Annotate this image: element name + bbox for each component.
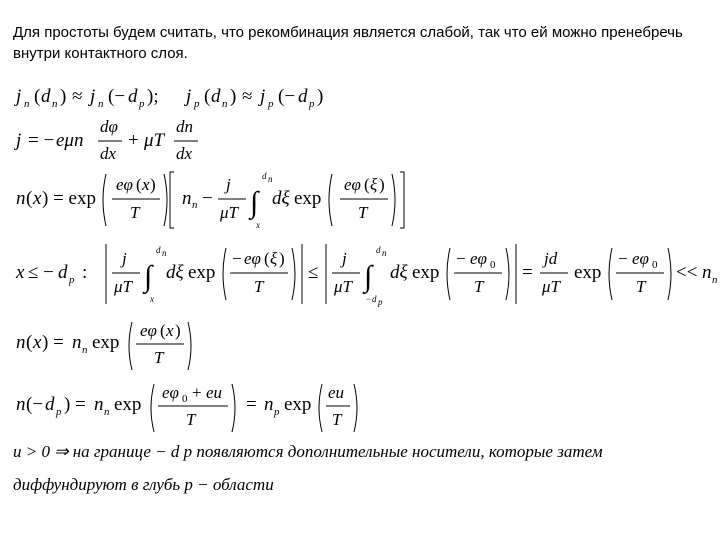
svg-text:n: n [382,248,387,258]
svg-text:dξ: dξ [166,262,184,283]
svg-text:) =: ) = [42,332,64,353]
svg-text:x: x [142,175,150,194]
svg-text:μT: μT [542,277,560,296]
svg-text:n: n [264,394,274,415]
svg-text:jd: jd [544,249,558,268]
svg-text:≤ −: ≤ − [28,262,54,283]
svg-text:exp: exp [412,262,440,283]
svg-text:d: d [376,245,381,255]
svg-text:ξ: ξ [370,175,378,194]
svg-text:≤: ≤ [308,262,319,283]
svg-text:−: − [202,188,213,209]
equation-inequality-estimate-graphic [14,240,718,310]
svg-text:d: d [58,262,68,283]
equation-concentration-general [14,166,434,236]
svg-text:n: n [712,274,718,286]
svg-text:p: p [378,297,383,307]
svg-text:dn: dn [176,117,193,136]
svg-text:j: j [186,86,192,107]
equation-current-density [14,112,314,168]
svg-text:dx: dx [176,144,193,163]
svg-text:(−: (− [26,394,44,415]
svg-text:p: p [56,406,62,418]
svg-text:(−: (− [278,86,296,107]
svg-text:=: = [522,262,533,283]
svg-text:n: n [16,332,26,353]
equation-current-density-graphic [14,112,314,168]
svg-text:d: d [41,86,51,107]
svg-text:+: + [128,130,139,151]
svg-text:n: n [104,406,110,418]
svg-text:=: = [246,394,257,415]
svg-text:j: j [342,249,347,268]
svg-text:eφ: eφ [162,383,179,402]
svg-text:μT: μT [114,277,132,296]
svg-text:n: n [182,188,192,209]
svg-text:exp: exp [188,262,216,283]
svg-text:j: j [260,86,266,107]
svg-text:p: p [309,98,315,110]
svg-text:d: d [262,171,267,181]
svg-text:j: j [16,130,22,151]
svg-text:n: n [94,394,104,415]
svg-text:): ) [60,86,67,107]
svg-text:p: p [139,98,145,110]
svg-text:n: n [268,174,273,184]
equation-boundary-concentration [14,380,394,436]
svg-text:n: n [16,188,26,209]
svg-text:eφ: eφ [140,321,157,340]
svg-text:n: n [98,98,104,110]
svg-text:<<: << [676,262,698,283]
svg-text:+: + [192,383,202,402]
svg-text:x: x [33,332,42,353]
svg-text:T: T [358,203,368,222]
svg-text:∫: ∫ [364,260,373,293]
svg-text:∫: ∫ [250,186,259,219]
svg-text:n: n [192,199,198,211]
svg-text:μT: μT [144,130,165,151]
svg-text:x: x [150,294,154,304]
svg-text:T: T [154,348,164,367]
svg-text:n: n [16,394,26,415]
svg-text:T: T [130,203,140,222]
svg-text:d: d [298,86,308,107]
svg-text:n: n [702,262,712,283]
svg-text:T: T [332,410,342,429]
svg-text:(: ( [26,332,33,353]
svg-text:(: ( [264,249,270,268]
svg-text:p: p [69,274,75,286]
conclusion-line-1: u > 0 ⇒ на границе − d p появляются дополнительные носители, которые затем [13,442,603,461]
svg-text:0: 0 [652,259,658,271]
svg-text:(: ( [204,86,211,107]
svg-text::: : [82,262,88,283]
svg-text:0: 0 [490,259,496,271]
svg-text:(−: (− [108,86,126,107]
svg-text:eμn: eμn [56,130,84,151]
svg-text:x: x [16,262,25,283]
svg-text:−: − [456,249,466,268]
svg-text:T: T [636,277,646,296]
svg-text:exp: exp [114,394,142,415]
svg-text:) =: ) = [64,394,86,415]
svg-text:p: p [268,98,274,110]
svg-text:eφ: eφ [632,249,649,268]
svg-text:p: p [194,98,200,110]
svg-text:n: n [72,332,82,353]
svg-text:n: n [222,98,228,110]
svg-text:dφ: dφ [100,117,118,136]
svg-text:−: − [232,249,242,268]
svg-text:T: T [186,410,196,429]
svg-text:= −: = − [28,130,55,151]
svg-text:eu: eu [206,383,223,402]
svg-text:T: T [254,277,264,296]
svg-text:∫: ∫ [144,260,153,293]
conclusion-line-2: диффундируют в глубь p − области [13,475,274,494]
svg-text:(: ( [34,86,41,107]
svg-text:eφ: eφ [344,175,361,194]
svg-text:eφ: eφ [470,249,487,268]
svg-text:j: j [226,175,231,194]
svg-text:x: x [256,220,260,230]
svg-text:p: p [274,406,280,418]
svg-text:T: T [474,277,484,296]
svg-text:d: d [156,245,161,255]
svg-text:): ) [150,175,156,194]
svg-text:d: d [372,294,377,304]
svg-text:exp: exp [294,188,322,209]
svg-text:): ) [230,86,237,107]
svg-text:): ) [279,249,285,268]
svg-text:): ) [175,321,181,340]
svg-text:d: d [211,86,221,107]
svg-text:eφ: eφ [244,249,261,268]
svg-text:j: j [16,86,22,107]
svg-text:j: j [122,249,127,268]
svg-text:(: ( [160,321,166,340]
equation-boundary-concentration-graphic [14,380,394,436]
equation-concentration-boltzmann-graphic [14,318,274,374]
equation-concentration-general-graphic [14,166,434,236]
equation-concentration-boltzmann [14,318,274,374]
svg-text:n: n [162,248,167,258]
svg-text:dx: dx [100,144,117,163]
svg-text:0: 0 [182,393,188,405]
svg-text:d: d [128,86,138,107]
svg-text:exp: exp [284,394,312,415]
svg-text:−: − [618,249,628,268]
svg-text:n: n [82,344,88,356]
svg-text:−: − [366,294,372,304]
svg-text:exp: exp [92,332,120,353]
svg-text:x: x [33,188,42,209]
svg-text:n: n [24,98,30,110]
svg-text:eφ: eφ [116,175,133,194]
svg-text:) = exp: ) = exp [42,188,96,209]
svg-text:(: ( [364,175,370,194]
svg-text:dξ: dξ [272,188,290,209]
svg-text:(: ( [136,175,142,194]
svg-text:): ) [317,86,324,107]
svg-text:(: ( [26,188,33,209]
svg-text:): ) [379,175,385,194]
svg-text:exp: exp [574,262,602,283]
svg-text:);: ); [147,86,159,107]
svg-text:eu: eu [328,383,345,402]
svg-text:ξ: ξ [270,249,278,268]
intro-text: Для простоты будем считать, что рекомбинация является слабой, так что ей можно пренебречь внутри контактного слоя. [13,24,683,62]
svg-text:n: n [52,98,58,110]
svg-text:dξ: dξ [390,262,408,283]
svg-text:μT: μT [334,277,352,296]
svg-text:≈: ≈ [72,86,83,107]
svg-text:≈: ≈ [242,86,253,107]
svg-text:j: j [90,86,96,107]
svg-text:d: d [45,394,55,415]
equation-inequality-estimate [14,240,718,310]
svg-text:x: x [166,321,174,340]
svg-text:μT: μT [220,203,238,222]
